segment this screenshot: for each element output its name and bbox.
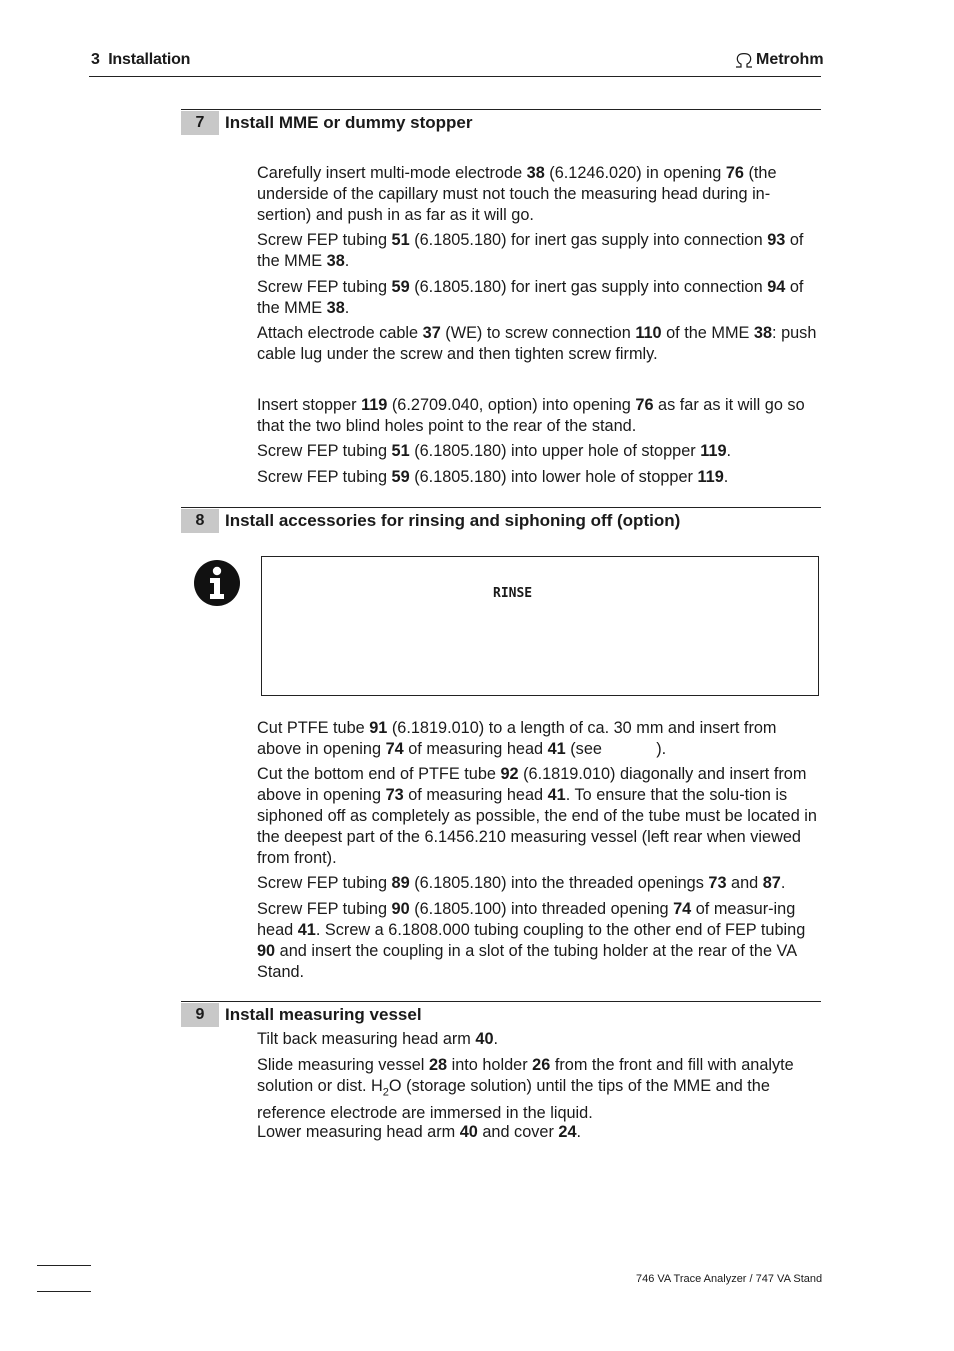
step-8-paragraph-1: Cut PTFE tube 91 (6.1819.010) to a length of ca. 30 mm and insert from above in opening 74 of measuring head 41 (see ). xyxy=(257,719,782,758)
step-8-paragraph-3: Screw FEP tubing 89 (6.1805.180) into the threaded openings 73 and 87. xyxy=(257,874,786,892)
step-7-paragraph-5: Insert stopper 119 (6.2709.040, option) into opening 76 as far as it will go so that the two blind holes point to the rear of the stand. xyxy=(257,396,805,435)
step-9-paragraph-3: Lower measuring head arm 40 and cover 24. xyxy=(257,1123,582,1141)
step-7-paragraph-6: Screw FEP tubing 51 (6.1805.180) into upper hole of stopper 119. xyxy=(257,442,732,460)
step-7-paragraph-1: Carefully insert multi-mode electrode 38 (6.1246.020) in opening 76 (the underside of the capillary must not touch the measuring head during in-sertion) and push in as far as it will go. xyxy=(257,164,777,224)
brand-logo xyxy=(734,51,824,69)
footer-rule-bottom xyxy=(37,1291,91,1292)
step-7-paragraph-4: Attach electrode cable 37 (WE) to screw connection 110 of the MME 38: push cable lug under the screw and then tighten screw firmly. xyxy=(257,324,817,363)
brand-name: Metrohm xyxy=(756,51,824,68)
step-8-title: Install accessories for rinsing and siphoning off (option) xyxy=(225,511,681,530)
step-8-rule xyxy=(181,507,821,508)
footer-rule-top xyxy=(37,1265,91,1266)
step-7-title: Install MME or dummy stopper xyxy=(225,113,473,132)
step-9-number: 9 xyxy=(181,1003,219,1027)
info-keyword: RINSE xyxy=(493,586,533,601)
header-rule xyxy=(89,76,821,77)
step-7-rule xyxy=(181,109,821,110)
step-7-paragraph-3: Screw FEP tubing 59 (6.1805.180) for inert gas supply into connection 94 of the MME 38. xyxy=(257,278,804,317)
info-icon xyxy=(193,559,241,612)
step-7-paragraph-2: Screw FEP tubing 51 (6.1805.180) for inert gas supply into connection 93 of the MME 38. xyxy=(257,231,804,270)
section-title: 3 Installation xyxy=(91,51,191,68)
step-8-number: 8 xyxy=(181,509,219,533)
step-9-paragraph-1: Tilt back measuring head arm 40. xyxy=(257,1030,499,1048)
step-8-paragraph-4: Screw FEP tubing 90 (6.1805.100) into threaded opening 74 of measur-ing head 41. Screw a 6.1808.000 tubing coupling to the other end of FEP tubing 90 and insert the coupling in a slot of the tubing holder at the rear of the VA Stand. xyxy=(257,900,806,981)
info-box xyxy=(261,556,819,696)
step-9-title: Install measuring vessel xyxy=(225,1005,422,1024)
step-7-paragraph-7: Screw FEP tubing 59 (6.1805.180) into lower hole of stopper 119. xyxy=(257,468,729,486)
step-8-paragraph-2: Cut the bottom end of PTFE tube 92 (6.1819.010) diagonally and insert from above in opening 73 of measuring head 41. To ensure that the solu-tion is siphoned off as completely as possible, the end of the tube must be located in the deepest part of the 6.1456.210 measuring vessel (left rear when viewed from front). xyxy=(257,765,817,867)
step-9-rule xyxy=(181,1001,821,1002)
omega-icon xyxy=(734,52,754,68)
footer-text: 746 VA Trace Analyzer / 747 VA Stand xyxy=(636,1273,823,1285)
step-7-number: 7 xyxy=(181,111,219,135)
step-9-paragraph-2: Slide measuring vessel 28 into holder 26 from the front and fill with analyte solution or dist. $H_2O$ (storage solution) until the tips of the MME and the reference electrode are immersed in the liquid. xyxy=(257,1056,794,1123)
